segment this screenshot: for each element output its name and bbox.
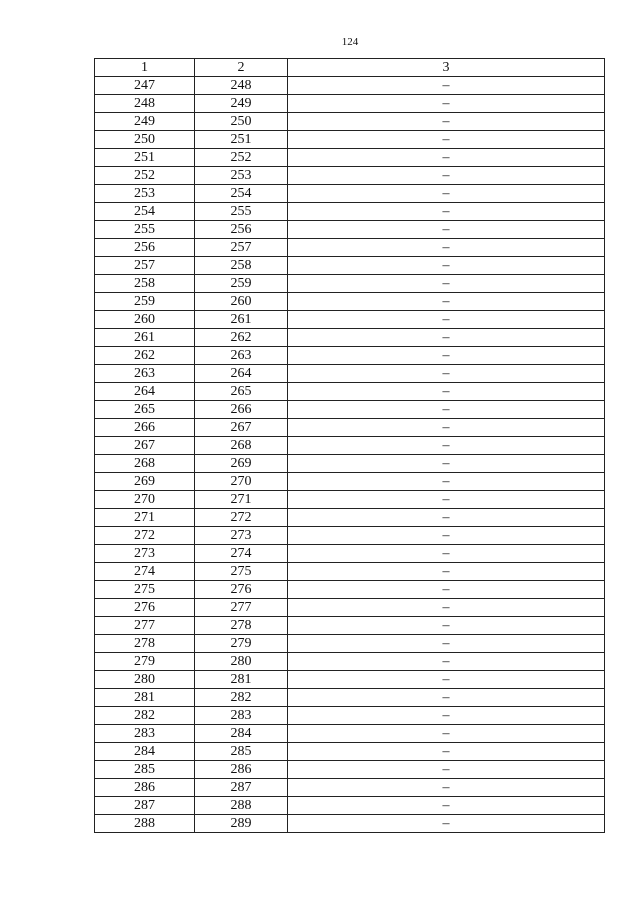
table-cell-col-3: –: [288, 635, 605, 653]
table-cell-col-1: 267: [95, 437, 195, 455]
table-cell-col-1: 269: [95, 473, 195, 491]
table-cell-col-3: –: [288, 293, 605, 311]
table-cell-col-3: –: [288, 689, 605, 707]
table-row: [95, 815, 605, 833]
table-cell-col-1: 258: [95, 275, 195, 293]
table-row: [95, 617, 605, 635]
table-cell-col-3: –: [288, 563, 605, 581]
table-cell-col-2: 251: [195, 131, 288, 149]
table-cell-col-2: 286: [195, 761, 288, 779]
table-cell-col-1: 285: [95, 761, 195, 779]
table-cell-col-1: 288: [95, 815, 195, 833]
table-cell-col-3: –: [288, 581, 605, 599]
table-row: [95, 707, 605, 725]
table-cell-col-3: –: [288, 149, 605, 167]
table-row: [95, 77, 605, 95]
table-cell-col-2: 287: [195, 779, 288, 797]
table-cell-col-3: –: [288, 347, 605, 365]
table-cell-col-1: 259: [95, 293, 195, 311]
table-cell-col-3: –: [288, 473, 605, 491]
table-row: [95, 473, 605, 491]
table-cell-col-1: 249: [95, 113, 195, 131]
table-cell-col-3: –: [288, 617, 605, 635]
table-cell-col-2: 248: [195, 77, 288, 95]
table-cell-col-1: 250: [95, 131, 195, 149]
table-cell-col-1: 286: [95, 779, 195, 797]
table-cell-col-3: –: [288, 239, 605, 257]
column-header-3: 3: [288, 59, 605, 77]
table-cell-col-1: 268: [95, 455, 195, 473]
table-cell-col-1: 262: [95, 347, 195, 365]
column-header-2: 2: [195, 59, 288, 77]
table-cell-col-1: 261: [95, 329, 195, 347]
table-cell-col-2: 275: [195, 563, 288, 581]
table-cell-col-1: 252: [95, 167, 195, 185]
table-cell-col-2: 265: [195, 383, 288, 401]
table-cell-col-3: –: [288, 491, 605, 509]
table-row: [95, 275, 605, 293]
table-cell-col-2: 266: [195, 401, 288, 419]
table-cell-col-1: 282: [95, 707, 195, 725]
table-row: [95, 131, 605, 149]
table-cell-col-1: 254: [95, 203, 195, 221]
table-cell-col-2: 256: [195, 221, 288, 239]
table-cell-col-1: 255: [95, 221, 195, 239]
table-body: [95, 77, 605, 833]
table-cell-col-1: 283: [95, 725, 195, 743]
table-cell-col-1: 266: [95, 419, 195, 437]
table-row: [95, 689, 605, 707]
table-cell-col-1: 287: [95, 797, 195, 815]
table-cell-col-3: –: [288, 185, 605, 203]
table-cell-col-3: –: [288, 365, 605, 383]
table-row: [95, 491, 605, 509]
table-cell-col-1: 278: [95, 635, 195, 653]
table-cell-col-2: 268: [195, 437, 288, 455]
table-cell-col-1: 277: [95, 617, 195, 635]
table-cell-col-2: 260: [195, 293, 288, 311]
table-cell-col-2: 259: [195, 275, 288, 293]
table-row: [95, 509, 605, 527]
table-cell-col-3: –: [288, 707, 605, 725]
table-cell-col-3: –: [288, 167, 605, 185]
table-cell-col-2: 289: [195, 815, 288, 833]
table-row: [95, 419, 605, 437]
table-cell-col-1: 263: [95, 365, 195, 383]
table-cell-col-1: 271: [95, 509, 195, 527]
table-cell-col-3: –: [288, 671, 605, 689]
table-cell-col-2: 253: [195, 167, 288, 185]
table-cell-col-3: –: [288, 761, 605, 779]
table-header-row: [95, 59, 605, 77]
table-cell-col-3: –: [288, 419, 605, 437]
table-cell-col-2: 270: [195, 473, 288, 491]
table-row: [95, 581, 605, 599]
table-cell-col-1: 272: [95, 527, 195, 545]
table-cell-col-2: 262: [195, 329, 288, 347]
table-cell-col-3: –: [288, 455, 605, 473]
table-cell-col-3: –: [288, 383, 605, 401]
table-cell-col-3: –: [288, 725, 605, 743]
table-cell-col-1: 260: [95, 311, 195, 329]
table-row: [95, 653, 605, 671]
table-cell-col-1: 281: [95, 689, 195, 707]
table-row: [95, 149, 605, 167]
table-row: [95, 365, 605, 383]
table-cell-col-2: 269: [195, 455, 288, 473]
table-cell-col-1: 280: [95, 671, 195, 689]
table-cell-col-2: 264: [195, 365, 288, 383]
table-cell-col-2: 249: [195, 95, 288, 113]
table-cell-col-2: 285: [195, 743, 288, 761]
page-number: 124: [341, 36, 359, 48]
data-table: [94, 58, 605, 833]
table-row: [95, 383, 605, 401]
table-cell-col-2: 288: [195, 797, 288, 815]
table-row: [95, 95, 605, 113]
table-cell-col-2: 282: [195, 689, 288, 707]
table-cell-col-2: 272: [195, 509, 288, 527]
table-cell-col-2: 280: [195, 653, 288, 671]
table-cell-col-3: –: [288, 113, 605, 131]
table-row: [95, 221, 605, 239]
table-row: [95, 311, 605, 329]
table-cell-col-2: 281: [195, 671, 288, 689]
table-cell-col-1: 275: [95, 581, 195, 599]
table-cell-col-3: –: [288, 311, 605, 329]
table-row: [95, 527, 605, 545]
table-row: [95, 293, 605, 311]
table-row: [95, 203, 605, 221]
table-row: [95, 725, 605, 743]
table-row: [95, 437, 605, 455]
table-cell-col-3: –: [288, 401, 605, 419]
table-cell-col-3: –: [288, 653, 605, 671]
table-row: [95, 797, 605, 815]
table-cell-col-1: 273: [95, 545, 195, 563]
table-cell-col-1: 274: [95, 563, 195, 581]
table-cell-col-3: –: [288, 77, 605, 95]
table-row: [95, 599, 605, 617]
table-row: [95, 239, 605, 257]
table-cell-col-2: 257: [195, 239, 288, 257]
table-row: [95, 779, 605, 797]
table-row: [95, 743, 605, 761]
table-row: [95, 455, 605, 473]
table-row: [95, 347, 605, 365]
table-cell-col-2: 258: [195, 257, 288, 275]
table-cell-col-2: 267: [195, 419, 288, 437]
table-cell-col-2: 273: [195, 527, 288, 545]
table-cell-col-1: 256: [95, 239, 195, 257]
table-cell-col-3: –: [288, 257, 605, 275]
table-cell-col-3: –: [288, 527, 605, 545]
table-cell-col-1: 257: [95, 257, 195, 275]
table-row: [95, 167, 605, 185]
table-cell-col-2: 271: [195, 491, 288, 509]
table-cell-col-3: –: [288, 221, 605, 239]
table-cell-col-2: 278: [195, 617, 288, 635]
table-cell-col-2: 263: [195, 347, 288, 365]
table-cell-col-2: 252: [195, 149, 288, 167]
table-cell-col-2: 250: [195, 113, 288, 131]
table-cell-col-3: –: [288, 797, 605, 815]
table-cell-col-2: 279: [195, 635, 288, 653]
table-cell-col-1: 247: [95, 77, 195, 95]
table-cell-col-2: 255: [195, 203, 288, 221]
table-cell-col-1: 276: [95, 599, 195, 617]
table-cell-col-3: –: [288, 545, 605, 563]
table-cell-col-1: 265: [95, 401, 195, 419]
table-cell-col-1: 251: [95, 149, 195, 167]
table-cell-col-2: 261: [195, 311, 288, 329]
table-row: [95, 671, 605, 689]
table-row: [95, 563, 605, 581]
table-cell-col-3: –: [288, 203, 605, 221]
table-cell-col-3: –: [288, 329, 605, 347]
table-cell-col-1: 284: [95, 743, 195, 761]
table-row: [95, 635, 605, 653]
table-row: [95, 185, 605, 203]
table-cell-col-3: –: [288, 779, 605, 797]
table-row: [95, 545, 605, 563]
table-cell-col-3: –: [288, 95, 605, 113]
table-cell-col-1: 279: [95, 653, 195, 671]
table-cell-col-3: –: [288, 275, 605, 293]
table-cell-col-2: 276: [195, 581, 288, 599]
table-row: [95, 257, 605, 275]
table-cell-col-1: 253: [95, 185, 195, 203]
table-row: [95, 329, 605, 347]
table-cell-col-2: 277: [195, 599, 288, 617]
table-cell-col-3: –: [288, 815, 605, 833]
table-cell-col-1: 248: [95, 95, 195, 113]
table-cell-col-2: 254: [195, 185, 288, 203]
table-row: [95, 113, 605, 131]
table-cell-col-3: –: [288, 599, 605, 617]
table-cell-col-3: –: [288, 131, 605, 149]
table-row: [95, 761, 605, 779]
table-cell-col-3: –: [288, 437, 605, 455]
table-cell-col-3: –: [288, 509, 605, 527]
table-cell-col-2: 274: [195, 545, 288, 563]
table-cell-col-2: 283: [195, 707, 288, 725]
table-cell-col-3: –: [288, 743, 605, 761]
table-cell-col-1: 270: [95, 491, 195, 509]
table-cell-col-2: 284: [195, 725, 288, 743]
column-header-1: 1: [95, 59, 195, 77]
table-row: [95, 401, 605, 419]
table-cell-col-1: 264: [95, 383, 195, 401]
